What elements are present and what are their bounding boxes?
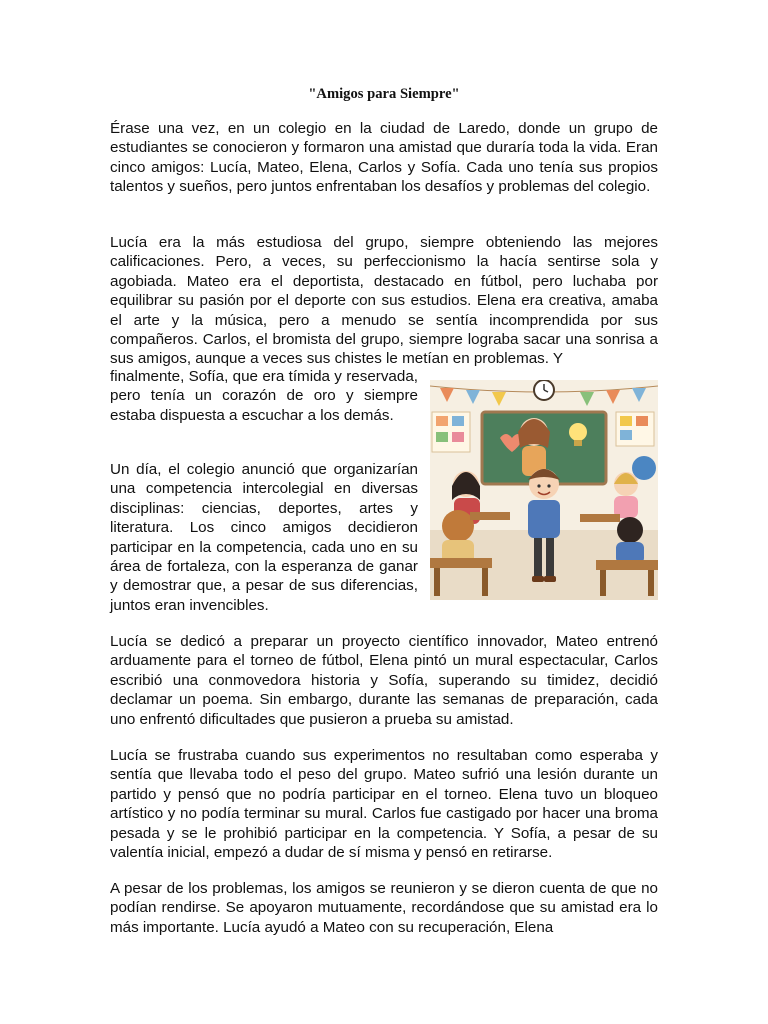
globe-icon (632, 456, 656, 480)
clock-icon (534, 380, 554, 400)
paragraph-characters: Lucía era la más estudiosa del grupo, siempre obteniendo las mejores calificaciones. Pero, a veces, su perfeccionismo la hacía sentirse sola y agobiada. Mateo era el deportista, destacado en fútbol, pero luchaba por equilibrar su pasión por el deporte con sus estudios. Elena era creativa, amaba el arte y la música, pero a menudo se sentía incomprendida por sus compañeros. Carlos, el bromista del grupo, siempre lograba sacar una sonrisa a sus amigos, aunque a veces sus chistes le metían en problemas. Y (110, 234, 658, 368)
desk-left (430, 558, 492, 568)
desk-right (596, 560, 658, 570)
paragraph-competition: Un día, el colegio anunció que organizarían una competencia intercolegial en diversas disciplinas: ciencias, deportes, artes y literatura. Los cinco amigos decidieron participar en la competencia, cada uno en su área de fortaleza, con la esperanza de ganar y demostrar que, a pesar de sus diferencias, juntos eran invencibles. (110, 461, 418, 614)
paragraph-intro: Érase una vez, en un colegio en la ciudad de Laredo, donde un grupo de estudiantes se conocieron y formaron una amistad que duraría toda la vida. Eran cinco amigos: Lucía, Mateo, Elena, Carlos y Sofía. Cada uno tenía sus propios talentos y sueños, pero juntos enfrentaban los desafíos y problemas del colegio. (110, 120, 658, 196)
paragraph-reunion: A pesar de los problemas, los amigos se reunieron y se dieron cuenta de que no podían rendirse. Se apoyaron mutuamente, recordándose que su amistad era lo más importante. Lucía ayudó a Mateo con su recuperación, Elena (110, 880, 658, 936)
classroom-illustration (430, 380, 658, 600)
story-title: "Amigos para Siempre" (308, 86, 460, 102)
desk-middle-left (470, 512, 510, 520)
paragraph-preparation: Lucía se dedicó a preparar un proyecto científico innovador, Mateo entrenó arduamente para el torneo de fútbol, Elena pintó un mural espectacular, Carlos escribió una conmovedora historia y Sofía, superando su timidez, decidió declamar un poema. Sin embargo, durante las semanas de preparación, cada uno enfrentó dificultades que pusieron a prueba su amistad. (110, 633, 658, 728)
paragraph-difficulties: Lucía se frustraba cuando sus experimentos no resultaban como esperaba y sentía que llevaba todo el peso del grupo. Mateo sufrió una lesión durante un partido y pensó que no podría participar en el torneo. Elena tuvo un bloqueo artístico y no podía terminar su mural. Carlos fue castigado por hacer una broma pesada y se le prohibió participar en la competencia. Y Sofía, a pesar de su valentía inicial, empezó a dudar de sí misma y pensó en retirarse. (110, 747, 658, 862)
desk-middle-right (580, 514, 620, 522)
paragraph-characters-continued: finalmente, Sofía, que era tímida y reservada, pero tenía un corazón de oro y siempre estaba dispuesta a escuchar a los demás. (110, 368, 418, 424)
